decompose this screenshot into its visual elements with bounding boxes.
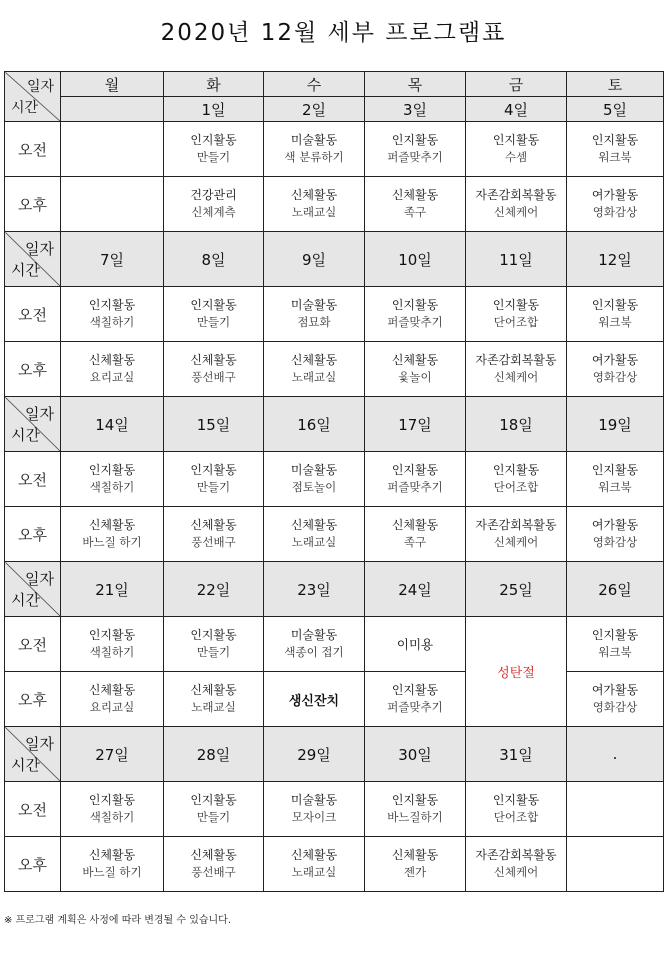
date-cell: 30일 (365, 727, 466, 782)
activity-category: 여가활동 (591, 518, 639, 532)
weekday-cell: 금 (466, 72, 567, 97)
activity-cell (264, 507, 365, 562)
activity-cell (365, 782, 466, 837)
activity-category: 인지활동 (391, 133, 439, 147)
activity-cell (61, 837, 164, 892)
week-date-row (5, 727, 664, 782)
activity-category: 신체활동 (391, 518, 439, 532)
activity-cell (61, 122, 164, 177)
date-cell: 16일 (264, 397, 365, 452)
activity-category: 여가활동 (591, 683, 639, 697)
activity-cell (164, 342, 264, 397)
activity-category: 인지활동 (190, 463, 237, 477)
activity-detail: 퍼즐맞추기 (387, 480, 443, 494)
activity-category: 인지활동 (391, 793, 439, 807)
date-cell: 29일 (264, 727, 365, 782)
activity-cell (264, 782, 365, 837)
date-time-header-cell (5, 397, 61, 452)
activity-category: 신체활동 (290, 353, 338, 367)
activity-cell (466, 177, 567, 232)
activity-category: 인지활동 (492, 133, 540, 147)
activity-detail: 모자이크 (291, 810, 337, 824)
date-cell: 26일 (567, 562, 664, 617)
date-cell: 28일 (164, 727, 264, 782)
date-label: 일자 (26, 79, 54, 95)
activity-category: 인지활동 (190, 793, 237, 807)
week-date-row (5, 232, 664, 287)
weekday-header-row (5, 72, 664, 97)
activity-cell (466, 122, 567, 177)
morning-label: 오전 (5, 452, 61, 507)
activity-detail: 노래교실 (291, 205, 337, 219)
activity-category: 인지활동 (492, 463, 540, 477)
date-cell: 21일 (61, 562, 164, 617)
activity-detail: 요리교실 (89, 370, 135, 384)
activity-cell (365, 287, 466, 342)
afternoon-label: 오후 (5, 177, 61, 232)
activity-category: 인지활동 (190, 628, 237, 642)
activity-detail: 젠가 (403, 865, 427, 879)
activity-cell (466, 452, 567, 507)
date-cell: 12일 (567, 232, 664, 287)
activity-cell (567, 782, 664, 837)
activity-category: 자존감회복활동 (475, 353, 557, 367)
activity-cell (61, 672, 164, 727)
activity-detail: 만들기 (196, 480, 231, 494)
activity-category: 인지활동 (591, 628, 639, 642)
activity-cell (365, 672, 466, 727)
activity-cell (164, 177, 264, 232)
date-cell: 14일 (61, 397, 164, 452)
activity-cell (61, 287, 164, 342)
morning-label: 오전 (5, 617, 61, 672)
date-cell: 9일 (264, 232, 365, 287)
week-date-row (5, 397, 664, 452)
activity-category: 신체활동 (290, 518, 338, 532)
activity-detail: 만들기 (196, 315, 231, 329)
activity-category: 여가활동 (591, 188, 639, 202)
activity-category: 인지활동 (591, 133, 639, 147)
activity-category: 신체활동 (88, 848, 136, 862)
activity-cell (61, 507, 164, 562)
activity-cell (466, 342, 567, 397)
activity-category: 자존감회복활동 (475, 188, 557, 202)
activity-category: 인지활동 (190, 298, 237, 312)
date-cell: 18일 (466, 397, 567, 452)
activity-category: 신체활동 (88, 353, 136, 367)
activity-category: 신체활동 (190, 518, 237, 532)
date-label: 일자 (25, 240, 54, 258)
date-cell: 19일 (567, 397, 664, 452)
weekday-cell: 화 (164, 72, 264, 97)
activity-cell (264, 287, 365, 342)
activity-category: 인지활동 (88, 298, 136, 312)
footnote: ※ 프로그램 계획은 사정에 따라 변경될 수 있습니다. (4, 915, 232, 926)
activity-category: 인지활동 (88, 628, 136, 642)
activity-cell (567, 617, 664, 672)
activity-detail: 만들기 (196, 810, 231, 824)
activity-detail: 점토놀이 (291, 480, 337, 494)
activity-detail: 단어조합 (493, 810, 539, 824)
activity-detail: 영화감상 (592, 370, 638, 384)
afternoon-row (5, 837, 664, 892)
date-cell: 17일 (365, 397, 466, 452)
activity-category: 미술활동 (290, 628, 338, 642)
activity-cell (264, 122, 365, 177)
date-cell: 22일 (164, 562, 264, 617)
activity-category: 미술활동 (290, 298, 338, 312)
activity-cell (164, 782, 264, 837)
activity-category: 인지활동 (391, 683, 439, 697)
activity-detail: 점묘화 (297, 315, 331, 329)
morning-row (5, 617, 664, 672)
activity-detail: 영화감상 (592, 535, 638, 549)
activity-cell (61, 452, 164, 507)
date-cell: 4일 (466, 97, 567, 122)
morning-label: 오전 (5, 782, 61, 837)
activity-category: 인지활동 (88, 793, 136, 807)
activity-detail: 색종이 접기 (284, 645, 344, 659)
activity-category: 신체활동 (88, 518, 136, 532)
activity-cell (567, 837, 664, 892)
activity-cell (164, 507, 264, 562)
activity-detail: 영화감상 (592, 205, 638, 219)
activity-detail: 퍼즐맞추기 (387, 315, 443, 329)
activity-detail: 단어조합 (493, 315, 539, 329)
activity-cell (567, 342, 664, 397)
date-cell: 15일 (164, 397, 264, 452)
activity-detail: 노래교실 (291, 535, 337, 549)
activity-detail: 워크북 (598, 315, 632, 329)
afternoon-row (5, 177, 664, 232)
activity-cell (264, 342, 365, 397)
date-cell: 31일 (466, 727, 567, 782)
afternoon-row (5, 507, 664, 562)
activity-cell (365, 617, 466, 672)
activity-category: 신체활동 (190, 353, 237, 367)
weekday-cell: 목 (365, 72, 466, 97)
activity-detail: 워크북 (598, 150, 632, 164)
activity-cell (164, 287, 264, 342)
activity-category: 자존감회복활동 (475, 848, 557, 862)
activity-detail: 영화감상 (592, 700, 638, 714)
weekday-cell: 토 (567, 72, 664, 97)
activity-detail: 퍼즐맞추기 (387, 700, 443, 714)
time-label: 시간 (11, 100, 39, 116)
activity-cell (365, 342, 466, 397)
activity-cell (466, 617, 567, 727)
time-label: 시간 (11, 261, 40, 279)
activity-cell (466, 837, 567, 892)
afternoon-row (5, 342, 664, 397)
activity-detail: 요리교실 (89, 700, 135, 714)
activity-cell (61, 342, 164, 397)
activity-cell (264, 617, 365, 672)
activity-cell (164, 617, 264, 672)
activity-detail: 워크북 (598, 480, 632, 494)
activity-detail: 단어조합 (493, 480, 539, 494)
activity-cell (567, 177, 664, 232)
date-cell: 11일 (466, 232, 567, 287)
activity-detail: 색칠하기 (89, 645, 135, 659)
afternoon-label: 오후 (5, 837, 61, 892)
activity-category: 신체활동 (88, 683, 136, 697)
morning-label: 오전 (5, 122, 61, 177)
activity-category: 신체활동 (290, 848, 338, 862)
activity-detail: 수셈 (504, 150, 528, 164)
activity-cell (365, 452, 466, 507)
activity-category: 인지활동 (591, 463, 639, 477)
activity-detail: 색칠하기 (89, 810, 135, 824)
time-label: 시간 (11, 756, 40, 774)
weekday-cell: 수 (264, 72, 365, 97)
activity-cell (567, 287, 664, 342)
activity-cell (164, 452, 264, 507)
activity-cell (567, 452, 664, 507)
date-cell: 5일 (567, 97, 664, 122)
activity-cell (567, 122, 664, 177)
activity-cell (61, 177, 164, 232)
activity-cell (365, 837, 466, 892)
activity-cell (264, 672, 365, 727)
activity-detail: 색 분류하기 (284, 150, 344, 164)
date-cell: . (567, 727, 664, 782)
activity-category: 인지활동 (190, 133, 237, 147)
activity-detail: 신체계측 (191, 205, 236, 219)
date-cell: 24일 (365, 562, 466, 617)
date-label: 일자 (25, 570, 54, 588)
activity-detail: 만들기 (196, 150, 231, 164)
date-cell: 8일 (164, 232, 264, 287)
activity-cell (264, 452, 365, 507)
date-label: 일자 (25, 405, 54, 423)
activity-detail: 노래교실 (291, 370, 337, 384)
activity-detail: 바느질 하기 (82, 535, 142, 549)
activity-detail: 신체케어 (493, 865, 539, 879)
afternoon-label: 오후 (5, 342, 61, 397)
date-cell: 10일 (365, 232, 466, 287)
activity-detail: 워크북 (598, 645, 632, 659)
date-time-header-cell (5, 562, 61, 617)
activity-detail: 바느질 하기 (82, 865, 142, 879)
activity-detail: 만들기 (196, 645, 231, 659)
activity-detail: 퍼즐맞추기 (387, 150, 443, 164)
program-schedule-table (4, 71, 664, 892)
page-title: 2020년 12월 세부 프로그램표 (160, 20, 507, 46)
date-cell: 25일 (466, 562, 567, 617)
activity-detail: 풍선배구 (191, 535, 236, 549)
activity-cell (567, 507, 664, 562)
activity-cell (61, 617, 164, 672)
activity-category: 건강관리 (190, 188, 237, 202)
holiday-label: 성탄절 (497, 666, 535, 681)
activity-cell (164, 672, 264, 727)
activity-cell (164, 837, 264, 892)
activity-category: 신체활동 (391, 353, 439, 367)
afternoon-label: 오후 (5, 507, 61, 562)
activity-detail: 풍선배구 (191, 865, 236, 879)
activity-detail: 색칠하기 (89, 315, 135, 329)
activity-detail: 윷놀이 (398, 370, 432, 384)
activity-detail: 신체케어 (493, 535, 539, 549)
date-cell (61, 97, 164, 122)
date-time-header-cell (5, 727, 61, 782)
date-label: 일자 (25, 735, 54, 753)
activity-cell (466, 782, 567, 837)
activity-detail: 바느질하기 (387, 810, 443, 824)
date-cell: 3일 (365, 97, 466, 122)
activity-title: 이미용 (396, 637, 434, 652)
date-cell: 27일 (61, 727, 164, 782)
activity-cell (466, 507, 567, 562)
time-label: 시간 (11, 591, 40, 609)
morning-row (5, 287, 664, 342)
activity-cell (365, 507, 466, 562)
activity-category: 자존감회복활동 (475, 518, 557, 532)
activity-category: 인지활동 (492, 298, 540, 312)
activity-category: 인지활동 (591, 298, 639, 312)
activity-category: 신체활동 (290, 188, 338, 202)
activity-category: 신체활동 (190, 848, 237, 862)
activity-cell (567, 672, 664, 727)
date-cell: 1일 (164, 97, 264, 122)
activity-cell (365, 177, 466, 232)
week-date-row (5, 562, 664, 617)
time-label: 시간 (11, 426, 40, 444)
activity-category: 인지활동 (88, 463, 136, 477)
activity-detail: 노래교실 (191, 700, 236, 714)
date-cell: 2일 (264, 97, 365, 122)
activity-cell (61, 782, 164, 837)
activity-detail: 노래교실 (291, 865, 337, 879)
activity-detail: 족구 (403, 205, 427, 219)
activity-category: 미술활동 (290, 463, 338, 477)
morning-row (5, 452, 664, 507)
activity-detail: 신체케어 (493, 205, 539, 219)
activity-detail: 색칠하기 (89, 480, 135, 494)
event-title: 생신잔치 (288, 693, 340, 709)
morning-row (5, 122, 664, 177)
activity-cell (466, 287, 567, 342)
activity-detail: 족구 (403, 535, 427, 549)
weekday-cell: 월 (61, 72, 164, 97)
date-row (5, 97, 664, 122)
activity-category: 인지활동 (391, 298, 439, 312)
date-time-header-cell (5, 72, 61, 122)
date-time-header-cell (5, 232, 61, 287)
activity-category: 신체활동 (391, 848, 439, 862)
activity-cell (264, 837, 365, 892)
morning-row (5, 782, 664, 837)
activity-category: 신체활동 (190, 683, 237, 697)
activity-category: 인지활동 (492, 793, 540, 807)
date-cell: 7일 (61, 232, 164, 287)
activity-cell (264, 177, 365, 232)
activity-cell (164, 122, 264, 177)
activity-detail: 풍선배구 (191, 370, 236, 384)
activity-category: 신체활동 (391, 188, 439, 202)
date-cell: 23일 (264, 562, 365, 617)
activity-category: 미술활동 (290, 793, 338, 807)
afternoon-label: 오후 (5, 672, 61, 727)
activity-category: 인지활동 (391, 463, 439, 477)
activity-category: 미술활동 (290, 133, 338, 147)
activity-cell (365, 122, 466, 177)
morning-label: 오전 (5, 287, 61, 342)
activity-category: 여가활동 (591, 353, 639, 367)
activity-detail: 신체케어 (493, 370, 539, 384)
